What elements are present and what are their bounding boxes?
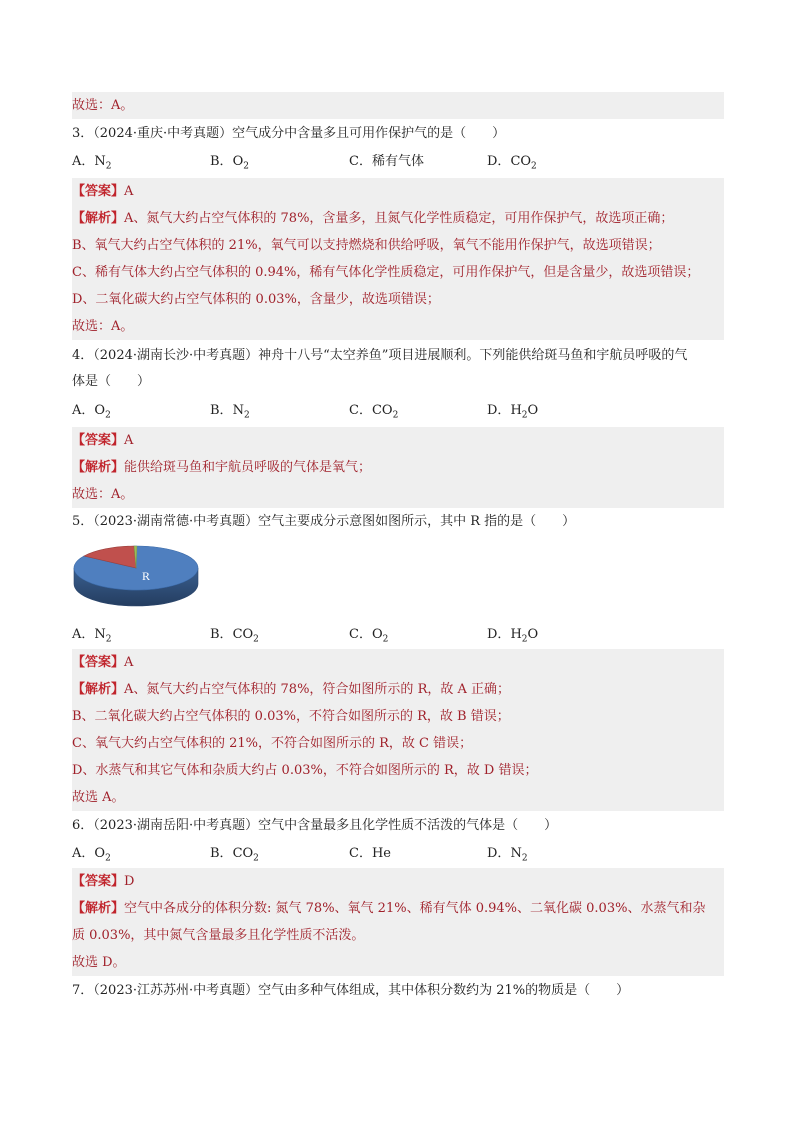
q6-stem: 6．（2023·湖南岳阳·中考真题）空气中含量最多且化学性质不活泼的气体是（ ） [72,818,558,833]
q3-analysis-b: B、氧气大约占空气体积的 21%，氧气可以支持燃烧和供给呼吸，氧气不能用作保护气，故选项错误； [72,232,724,259]
q4-stem-line1: 4．（2024·湖南长沙·中考真题）神舟十八号“太空养鱼”项目进展顺利。下列能供给斑马鱼和宇航员呼吸的气 [72,348,688,363]
q5-analysis-a: 【解析】A、氮气大约占空气体积的 78%，符合如图所示的 R，故 A 正确； [72,676,724,703]
q3-stem: 3．（2024·重庆·中考真题）空气成分中含量多且可用作保护气的是（ ） [72,126,506,141]
q2-conclusion: 故选：A。 [72,92,724,119]
q4-option-d: D．$H_2O$ [487,403,539,421]
q4-option-b: B．$N_2$ [210,403,250,421]
q5-options [72,621,672,648]
q3-conclusion: 故选：A。 [72,313,724,340]
q5-option-b: B．$CO_2$ [210,627,259,645]
q6-option-a: A．$O_2$ [72,846,111,864]
q4-conclusion: 故选：A。 [72,481,724,508]
q4-option-a: A．$O_2$ [72,403,111,421]
q6-analysis-line1: 【解析】空气中各成分的体积分数: 氮气 78%、氧气 21%、稀有气体 0.94%、二氧化碳 0.03%、水蒸气和杂 [72,895,724,922]
q5-stem: 5．（2023·湖南常德·中考真题）空气主要成分示意图如图所示，其中 R 指的是（ ） [72,514,576,529]
q6-answer: 【答案】D [72,868,724,895]
q6-option-c: C．He [349,846,391,861]
q6-analysis-line2: 质 0.03%，其中氮气含量最多且化学性质不活泼。 [72,922,724,949]
q6-option-b: B．$CO_2$ [210,846,259,864]
q5-answer: 【答案】A [72,649,724,676]
q3-answer: 【答案】A [72,178,724,205]
q3-option-b: B．$O_2$ [210,154,249,172]
q4-stem-line2: 体是（ ） [72,374,151,389]
air-composition-pie-chart [72,540,202,610]
q5-conclusion: 故选 A。 [72,784,724,811]
q4-answer: 【答案】A [72,427,724,454]
q3-analysis-c: C、稀有气体大约占空气体积的 0.94%，稀有气体化学性质稳定，可用作保护气，但是含量少，故选项错误； [72,259,724,286]
q3-option-c: C．稀有气体 [349,154,424,169]
q6-option-d: D．$N_2$ [487,846,528,864]
q5-analysis-b: B、二氧化碳大约占空气体积的 0.03%，不符合如图所示的 R，故 B 错误； [72,703,724,730]
q5-option-d: D．$H_2O$ [487,627,539,645]
q3-analysis-a: 【解析】A、氮气大约占空气体积的 78%，含量多，且氮气化学性质稳定，可用作保护气，故选项正确； [72,205,724,232]
q4-options [72,397,672,424]
q6-conclusion: 故选 D。 [72,949,724,976]
q3-option-d: D．$CO_2$ [487,154,537,172]
q5-option-a: A．$N_2$ [72,627,112,645]
q5-analysis-c: C、氧气大约占空气体积的 21%，不符合如图所示的 R，故 C 错误； [72,730,724,757]
q3-options [72,148,672,175]
q4-option-c: C．$CO_2$ [349,403,399,421]
q5-option-c: C．$O_2$ [349,627,389,645]
q6-options [72,840,672,867]
pie-label-r: R [142,569,151,583]
q3-option-a: A．$N_2$ [72,154,112,172]
q7-stem: 7．（2023·江苏苏州·中考真题）空气由多种气体组成，其中体积分数约为 21%的物质是（ ） [72,983,630,998]
q4-analysis: 【解析】能供给斑马鱼和宇航员呼吸的气体是氧气； [72,454,724,481]
q5-analysis-d: D、水蒸气和其它气体和杂质大约占 0.03%，不符合如图所示的 R，故 D 错误； [72,757,724,784]
q3-analysis-d: D、二氧化碳大约占空气体积的 0.03%，含量少，故选项错误； [72,286,724,313]
